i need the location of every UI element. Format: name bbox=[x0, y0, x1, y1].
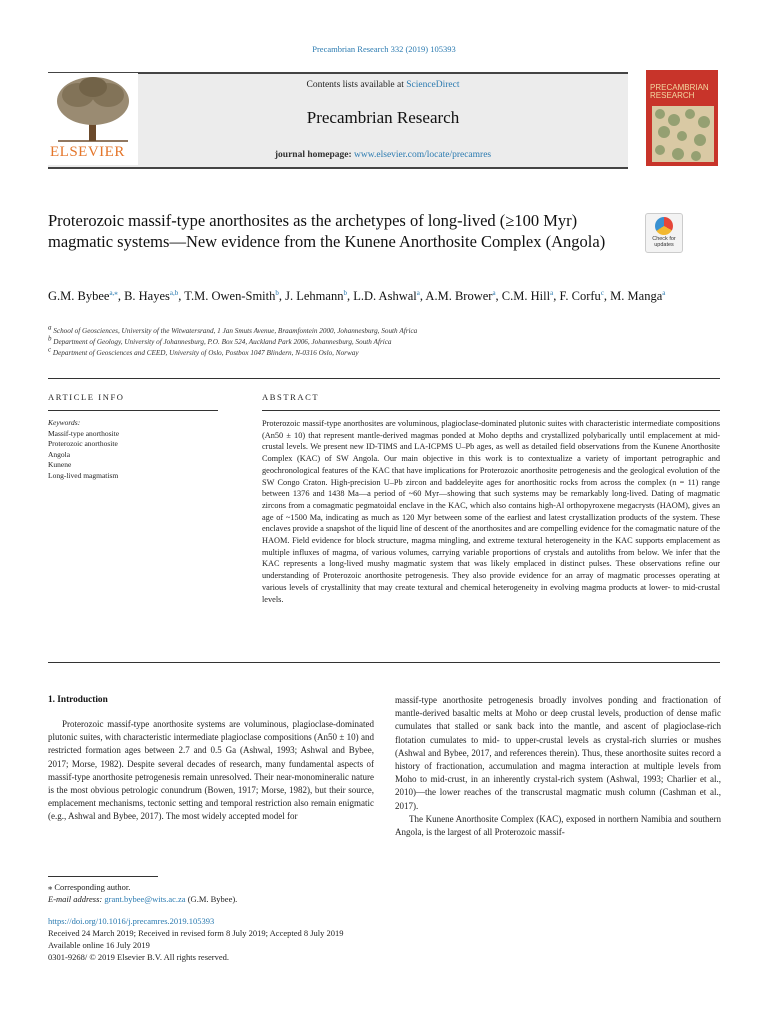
journal-cover-thumbnail bbox=[646, 70, 718, 166]
homepage-label: journal homepage: bbox=[274, 150, 355, 160]
crossmark-label: Check for updates bbox=[652, 236, 676, 248]
copyright: 0301-9268/ © 2019 Elsevier B.V. All rights reserved. bbox=[48, 952, 230, 962]
article-title: Proterozoic massif-type anorthosites as the archetypes of long-lived (≥100 Myr) magmatic systems—New evidence from the Kunene Anorthosite Complex (Angola) bbox=[48, 211, 606, 251]
keywords-block bbox=[48, 418, 218, 481]
author-list: G.M. Bybee$^{a,⁎}$, B. Hayes$^{a,b}$, T.M. Owen-Smith$^b$, J. Lehmann$^b$, L.D. Ashwal$^a$, A.M. Brower$^a$, C.M. Hill$^a$, F. Corfu$^c$, M. Manga$^a$ bbox=[48, 288, 666, 303]
keyword: Angola bbox=[48, 449, 71, 459]
affiliation-a: $^a$ School of Geosciences, University of the Witwatersrand, 1 Jan Smuts Avenue, Braamfontein 2000, Johannesburg, South Africa bbox=[48, 323, 418, 335]
author-name[interactable]: A.M. Brower bbox=[425, 289, 493, 303]
publication-info bbox=[48, 915, 548, 963]
author-affiliation-marker[interactable]: a,⁎ bbox=[109, 288, 118, 297]
elsevier-logo bbox=[48, 73, 138, 165]
divider bbox=[48, 378, 720, 379]
email-line: E-mail address: grant.bybee@wits.ac.za (G.M. Bybee). bbox=[48, 894, 238, 904]
footnote-block bbox=[48, 881, 374, 905]
journal-name: Precambrian Research bbox=[306, 108, 460, 127]
keywords-label: Keywords: bbox=[48, 418, 81, 427]
cover-title: PRECAMBRIAN RESEARCH bbox=[650, 83, 709, 100]
contents-prefix: Contents lists available at bbox=[306, 80, 407, 90]
doi-link[interactable]: https://doi.org/10.1016/j.precamres.2019.105393 bbox=[48, 916, 215, 926]
article-info-heading: ARTICLE INFO bbox=[48, 392, 125, 402]
affiliation-b: $^b$ Department of Geology, University of Johannesburg, P.O. Box 524, Auckland Park 2006, Johannesburg, South Africa bbox=[48, 334, 392, 346]
author-name[interactable]: C.M. Hill bbox=[501, 289, 551, 303]
check-for-updates-button[interactable] bbox=[645, 213, 683, 253]
author-affiliation-marker[interactable]: a bbox=[662, 288, 666, 297]
paragraph: The Kunene Anorthosite Complex (KAC), exposed in northern Namibia and southern Angola, is the largest of all Proterozoic massif- bbox=[395, 813, 721, 838]
author-affiliation-marker[interactable]: a bbox=[550, 288, 554, 297]
affiliations bbox=[48, 323, 708, 359]
journal-reference[interactable]: Precambrian Research 332 (2019) 105393 bbox=[312, 44, 456, 54]
crossmark-icon bbox=[655, 217, 673, 235]
sciencedirect-link[interactable]: ScienceDirect bbox=[406, 80, 460, 90]
contents-line bbox=[138, 80, 628, 90]
divider bbox=[48, 662, 720, 663]
author-name[interactable]: B. Hayes bbox=[124, 289, 170, 303]
author-affiliation-marker[interactable]: c bbox=[600, 288, 604, 297]
body-column-right bbox=[395, 694, 721, 839]
author-affiliation-marker[interactable]: a bbox=[416, 288, 420, 297]
footnote-divider bbox=[48, 876, 158, 877]
paragraph: massif-type anorthosite petrogenesis broadly involves ponding and fractionation of mantle-derived basaltic melts at Moho or deep crustal levels, production of dense mafic cumulates that stalled or sank back into the mantle, and ascent of plagioclase-rich flotation cumulates to mid- to upper-crustal levels as crystal-rich slurries or mushes (Ashwal and Bybee, 2017, and references therein). Thus, these anorthosite suites record a history of fractionation, accumulation and magma interaction at multiple levels from Moho to mid-crust, in an inherently crystal-rich system (Ashwal, 1993; Charlier et al., 2010)—the lower reaches of the transcrustal magmatic mush column (Cashman et al., 2017). bbox=[395, 695, 721, 811]
author-name[interactable]: M. Manga bbox=[610, 289, 663, 303]
keyword: Kunene bbox=[48, 460, 72, 469]
author-affiliation-marker[interactable]: a bbox=[492, 288, 496, 297]
elsevier-wordmark: ELSEVIER bbox=[50, 144, 125, 160]
divider bbox=[262, 410, 720, 411]
cover-pattern-icon bbox=[646, 70, 718, 166]
keyword: Massif-type anorthosite bbox=[48, 428, 120, 438]
keyword: Long-lived magmatism bbox=[48, 470, 119, 480]
abstract-heading: ABSTRACT bbox=[262, 392, 320, 402]
homepage-link[interactable]: www.elsevier.com/locate/precamres bbox=[354, 150, 492, 160]
author-affiliation-marker[interactable]: b bbox=[343, 288, 347, 297]
author-name[interactable]: F. Corfu bbox=[559, 289, 601, 303]
body-column-left: Proterozoic massif-type anorthosite systems are voluminous, plagioclase-dominated plutonic suites, with characteristic intermediate plagioclase compositions (An50 ± 10) and restricted formation ages between 2.7 and 0.5 Ga (Ashwal, 1993; Ashwal and Bybee, 2017; Morse, 1982). Despite several decades of research, many fundamental aspects of massif-type anorthosite petrogenesis remain unresolved. Their near-monomineralic nature is the most obvious petrologic conundrum (Bowen, 1917; Morse, 1982), but their source, emplacement mechanisms, tectonic setting and temporal restriction also remain enigmatic (e.g., Ashwal and Bybee, 2017). The most widely accepted model for bbox=[48, 719, 374, 822]
tree-logo-icon bbox=[48, 73, 138, 145]
available-online: Available online 16 July 2019 bbox=[48, 940, 150, 950]
author-name[interactable]: T.M. Owen-Smith bbox=[184, 289, 276, 303]
affiliation-c: $^c$ Department of Geosciences and CEED, University of Oslo, Postbox 1047 Blindern, N-0316 Oslo, Norway bbox=[48, 345, 359, 357]
author-name[interactable]: G.M. Bybee bbox=[48, 289, 110, 303]
abstract-text: Proterozoic massif-type anorthosites are voluminous, plagioclase-dominated plutonic suites with characteristic intermediate compositions (An50 ± 10) that represent mantle-derived magmas ponded at Moho depths and crystallized polybarically until emplacement at mid-crustal levels. We present new ID-TIMS and LA-ICPMS U–Pb ages, as well as detailed field observations from the Kunene Anorthosite Complex (KAC) of SW Angola. Our main objective in this work is to contextualize a variety of important petrographic and geochronological features of the KAC that have implications for Proterozoic anorthosite petrogenesis and the geological evolution of the SW Congo Craton. High-precision U–Pb zircon and baddeleyite ages for anorthositic rocks from across the complex (n = 11) range between 1376 and 1438 Ma—a period of ~60 Myr—showing that such systems may be remarkably long-lived. Dating of magmatic zircons from a comagmatic pegmatoidal enclave in the KAC, which also contains high-Al orthopyroxene megacrysts (HAOM), gives an age of ~1500 Ma, indicating as much as 120 Myr between some of the earliest and latest crystallization products of the system. These enclaves provide a snapshot of the liquid line of descent of the anorthosites and are compelling evidence for the comagmatic nature of the HAOM. Field evidence for block structure, magma mingling, and extreme textural heterogeneity in the KAC supports emplacement as multiple influxes of magma, of various volumes, carrying variable proportions of crystals and autoliths from below. We infer that the KAC represents a long-lived mushy magmatic system that was likely emplaced in distinct pulses. These observations refine our understanding of Proterozoic anorthosite petrogenesis. They also provide evidence for an array of magmatic processes operating at various levels of crystallinity that may create textural and chemical heterogeneity in evolving magma products at lower- to mid-crustal levels. bbox=[262, 419, 720, 604]
corresponding-author-note: ⁎ Corresponding author. bbox=[48, 882, 131, 892]
keyword: Proterozoic anorthosite bbox=[48, 439, 118, 448]
introduction-heading: 1. Introduction bbox=[48, 695, 108, 705]
author-name[interactable]: L.D. Ashwal bbox=[353, 289, 417, 303]
author-name[interactable]: J. Lehmann bbox=[285, 289, 344, 303]
received-dates: Received 24 March 2019; Received in revised form 8 July 2019; Accepted 8 July 2019 bbox=[48, 928, 344, 938]
author-affiliation-marker[interactable]: a,b bbox=[169, 288, 179, 297]
journal-homepage bbox=[138, 150, 628, 160]
email-link[interactable]: grant.bybee@wits.ac.za bbox=[104, 894, 186, 904]
author-affiliation-marker[interactable]: b bbox=[275, 288, 279, 297]
divider bbox=[48, 410, 218, 411]
